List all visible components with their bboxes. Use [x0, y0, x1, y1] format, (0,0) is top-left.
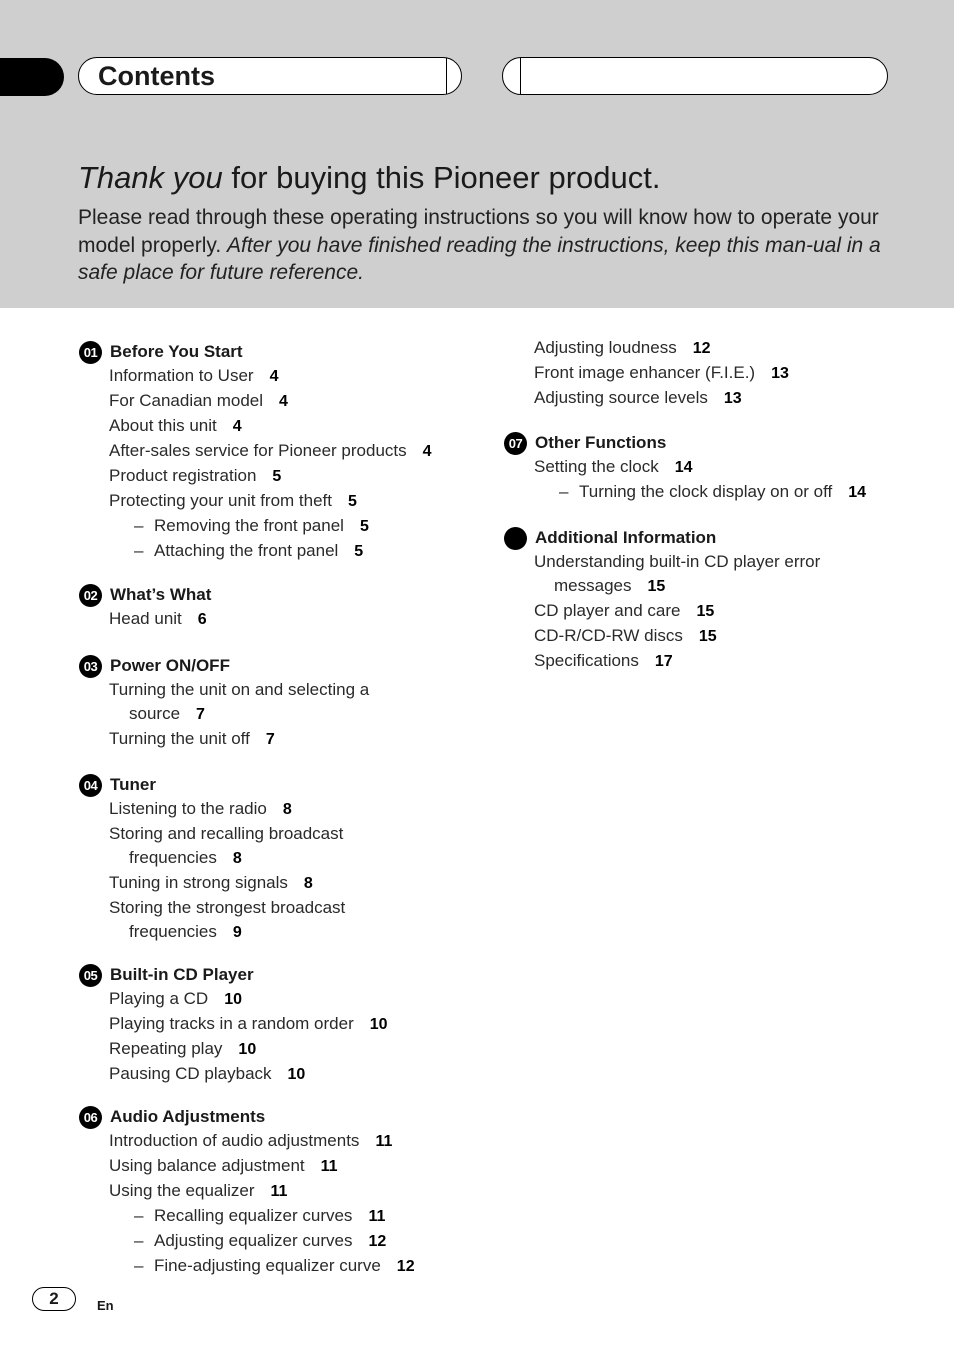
section-title: Built-in CD Player	[110, 965, 254, 984]
entry-text-continued: frequencies	[129, 922, 217, 941]
entry-text: Product registration	[109, 466, 257, 485]
headline	[78, 158, 660, 198]
section-badge: 01	[79, 341, 102, 364]
dash: –	[134, 1206, 144, 1225]
entry-text: After-sales service for Pioneer products	[109, 441, 407, 460]
entry-page: 10	[224, 991, 243, 1008]
section-title: Tuner	[110, 775, 156, 794]
toc-entry[interactable]	[109, 464, 432, 489]
entry-text: Listening to the radio	[109, 799, 267, 818]
entry-text: Fine-adjusting equalizer curve	[154, 1256, 381, 1275]
toc-entry[interactable]	[109, 987, 388, 1012]
dash: –	[134, 1256, 144, 1275]
toc-entry[interactable]	[109, 489, 432, 514]
title-box	[78, 57, 462, 95]
entry-page: 8	[303, 875, 313, 892]
toc-entry[interactable]	[109, 822, 345, 871]
entry-text: Adjusting loudness	[534, 338, 677, 357]
entry-page: 15	[698, 628, 717, 645]
toc-subentry[interactable]	[109, 539, 432, 564]
toc-entry[interactable]	[109, 678, 369, 727]
toc-entry[interactable]	[109, 364, 432, 389]
entry-page: 12	[396, 1258, 415, 1275]
intro-plain: Please read through these operating instructions so you will know how to operate your model properly.	[78, 206, 879, 257]
toc-entry[interactable]	[109, 1037, 388, 1062]
headline-emphasis: Thank you	[78, 160, 223, 195]
intro-emphasis: After you have finished reading the instructions, keep this man-ual in a safe place for future reference.	[78, 233, 881, 284]
toc-entry[interactable]	[109, 414, 432, 439]
entry-page: 15	[696, 603, 715, 620]
entry-text: Repeating play	[109, 1039, 223, 1058]
entry-page: 14	[674, 459, 693, 476]
title-box-divider	[446, 58, 447, 94]
entry-page: 10	[238, 1041, 257, 1058]
entry-text: For Canadian model	[109, 391, 264, 410]
section-badge: 05	[79, 964, 102, 987]
entry-text: Removing the front panel	[154, 516, 344, 535]
dash: –	[559, 482, 569, 501]
toc-subentry[interactable]	[109, 1204, 415, 1229]
toc-entry[interactable]	[109, 389, 432, 414]
entry-page: 9	[232, 924, 242, 941]
page-title: Contents	[98, 61, 215, 91]
toc-entry[interactable]	[109, 871, 345, 896]
headline-rest: for buying this Pioneer product.	[222, 160, 661, 195]
toc-entry[interactable]	[109, 439, 432, 464]
entry-page: 5	[359, 518, 369, 535]
entry-text: Storing and recalling broadcast	[109, 824, 344, 843]
entry-page: 4	[279, 393, 288, 410]
entry-page: 7	[265, 731, 275, 748]
entry-text: Adjusting equalizer curves	[154, 1231, 353, 1250]
toc-entry[interactable]	[534, 336, 789, 361]
entry-page: 13	[723, 390, 742, 407]
entry-page: 10	[287, 1066, 306, 1083]
toc-section-07	[504, 431, 866, 505]
section-title: Power ON/OFF	[110, 656, 230, 675]
page-number: 2	[32, 1287, 76, 1311]
entry-text: About this unit	[109, 416, 217, 435]
toc-entry[interactable]	[534, 599, 820, 624]
entry-text: Setting the clock	[534, 457, 659, 476]
entry-page: 11	[368, 1208, 386, 1225]
toc-section-additional	[504, 526, 820, 674]
toc-section-04	[79, 773, 345, 945]
blank-title-box	[502, 57, 888, 95]
entry-text: Playing a CD	[109, 989, 209, 1008]
entry-page: 11	[320, 1158, 338, 1175]
toc-subentry[interactable]	[109, 514, 432, 539]
entry-page: 11	[270, 1183, 288, 1200]
toc-section-06-continued	[534, 336, 789, 411]
section-title: Audio Adjustments	[110, 1107, 266, 1126]
entry-text: Playing tracks in a random order	[109, 1014, 354, 1033]
toc-entry[interactable]	[109, 607, 207, 632]
language-code: En	[97, 1298, 114, 1313]
intro-paragraph	[78, 204, 890, 287]
entry-text: Pausing CD playback	[109, 1064, 272, 1083]
entry-text: Introduction of audio adjustments	[109, 1131, 360, 1150]
section-badge: 07	[504, 432, 527, 455]
entry-page: 6	[197, 611, 207, 628]
toc-entry[interactable]	[109, 1062, 388, 1087]
toc-entry[interactable]	[109, 1012, 388, 1037]
section-badge: 02	[79, 584, 102, 607]
entry-page: 5	[354, 543, 364, 560]
entry-page: 4	[422, 443, 432, 460]
dash: –	[134, 516, 144, 535]
entry-text: Information to User	[109, 366, 254, 385]
entry-text-continued: messages	[554, 576, 632, 595]
blank-title-box-divider	[520, 58, 521, 94]
entry-text: Recalling equalizer curves	[154, 1206, 353, 1225]
toc-entry[interactable]	[109, 1154, 415, 1179]
toc-section-01	[79, 340, 432, 564]
section-badge: 03	[79, 655, 102, 678]
toc-section-06	[79, 1105, 415, 1279]
toc-subentry[interactable]	[109, 1229, 415, 1254]
toc-subentry[interactable]	[534, 480, 866, 505]
entry-text: CD player and care	[534, 601, 681, 620]
toc-entry[interactable]	[534, 455, 866, 480]
dash: –	[134, 541, 144, 560]
section-badge: 04	[79, 774, 102, 797]
toc-entry[interactable]	[109, 797, 345, 822]
section-tab	[0, 58, 64, 96]
entry-page: 8	[232, 850, 242, 867]
entry-text: Adjusting source levels	[534, 388, 708, 407]
toc-entry[interactable]	[534, 361, 789, 386]
entry-text: Understanding built-in CD player error	[534, 552, 821, 571]
section-title: Other Functions	[535, 433, 667, 452]
entry-text: Using the equalizer	[109, 1181, 255, 1200]
entry-text: Turning the clock display on or off	[579, 482, 833, 501]
entry-text: Attaching the front panel	[154, 541, 339, 560]
toc-entry[interactable]	[109, 727, 369, 752]
toc-entry[interactable]	[534, 386, 789, 411]
entry-page: 11	[375, 1133, 393, 1150]
entry-page: 7	[196, 706, 205, 723]
dash: –	[134, 1231, 144, 1250]
entry-page: 14	[848, 484, 867, 501]
toc-entry[interactable]	[534, 624, 820, 649]
entry-page: 12	[692, 340, 711, 357]
toc-subentry[interactable]	[109, 1254, 415, 1279]
section-title: Additional Information	[535, 528, 717, 547]
entry-page: 13	[771, 365, 789, 382]
entry-text: Using balance adjustment	[109, 1156, 305, 1175]
entry-text: Storing the strongest broadcast	[109, 898, 346, 917]
entry-page: 12	[368, 1233, 387, 1250]
toc-section-03	[79, 654, 369, 752]
entry-page: 5	[272, 468, 282, 485]
section-badge: 06	[79, 1106, 102, 1129]
entry-text-continued: frequencies	[129, 848, 217, 867]
entry-text: Head unit	[109, 609, 182, 628]
toc-entry[interactable]	[109, 1129, 415, 1154]
entry-text: Protecting your unit from theft	[109, 491, 332, 510]
toc-entry[interactable]	[534, 550, 820, 599]
entry-page: 5	[348, 493, 357, 510]
toc-entry[interactable]	[534, 649, 820, 674]
entry-page: 15	[647, 578, 666, 595]
section-title: Before You Start	[110, 342, 243, 361]
entry-text: Turning the unit on and selecting a	[109, 680, 370, 699]
entry-text-continued: source	[129, 704, 181, 723]
entry-page: 10	[369, 1016, 388, 1033]
entry-text: CD-R/CD-RW discs	[534, 626, 683, 645]
toc-section-02	[79, 583, 212, 632]
toc-entry[interactable]	[109, 896, 345, 945]
entry-page: 4	[232, 418, 242, 435]
section-title: What’s What	[110, 585, 212, 604]
entry-text: Turning the unit off	[109, 729, 250, 748]
entry-page: 17	[654, 653, 673, 670]
toc-section-05	[79, 963, 388, 1087]
entry-page: 4	[269, 368, 279, 385]
section-badge	[504, 527, 527, 550]
entry-page: 8	[282, 801, 292, 818]
entry-text: Front image enhancer (F.I.E.)	[534, 363, 756, 382]
entry-text: Tuning in strong signals	[109, 873, 288, 892]
toc-entry[interactable]	[109, 1179, 415, 1204]
entry-text: Specifications	[534, 651, 639, 670]
